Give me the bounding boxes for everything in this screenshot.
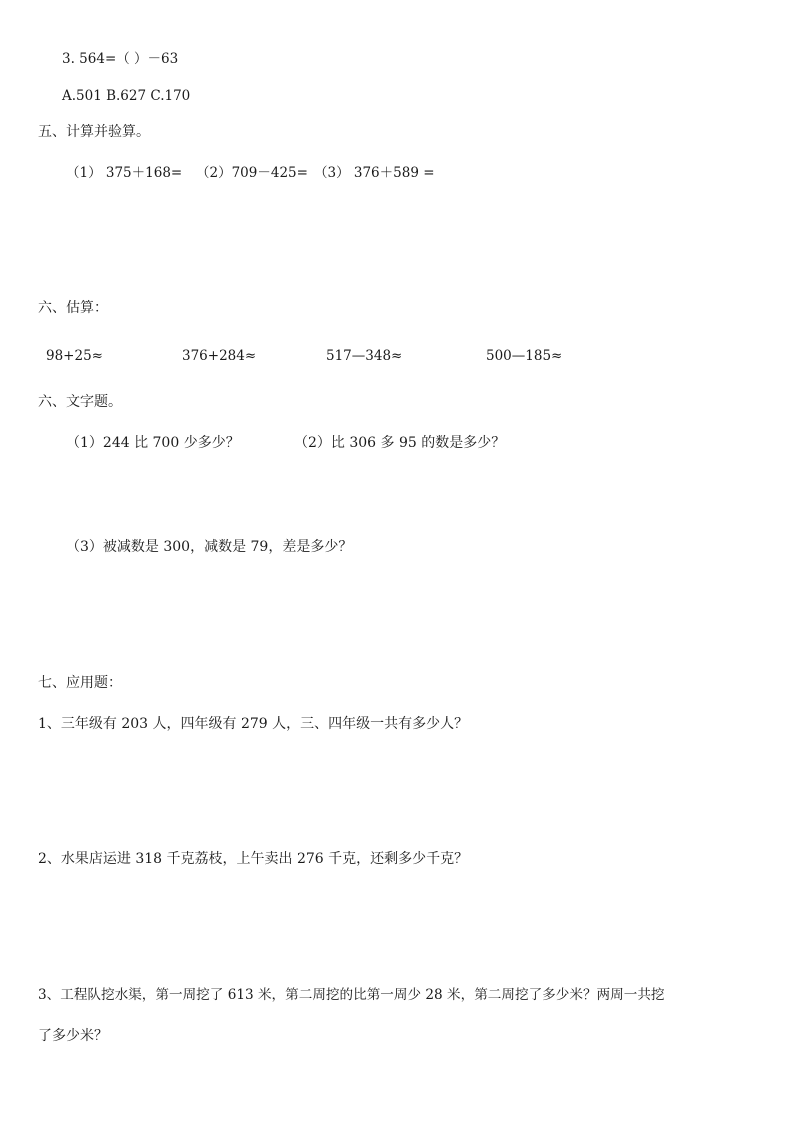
q3-options: A.501 B.627 C.170 — [62, 88, 191, 104]
word-problem-3: （3）被减数是 300，减数是 79，差是多少？ — [66, 539, 353, 555]
calc-item-1: （1） 375＋168= — [66, 165, 183, 181]
section6b-heading: 六、文字题。 — [38, 394, 122, 410]
word-problem-1: （1）244 比 700 少多少？ — [66, 435, 240, 451]
application-problem-3-line1: 3、工程队挖水渠，第一周挖了 613 米，第二周挖的比第一周少 28 米，第二周挖了多少米？两周一共挖 — [38, 987, 665, 1003]
section5-heading: 五、计算并验算。 — [38, 124, 150, 140]
estimate-item-1: 98+25≈ — [46, 348, 103, 364]
section6a-heading: 六、估算： — [38, 300, 108, 316]
q3-stem: 3. 564=（ ）－63 — [62, 51, 179, 67]
estimate-item-3: 517—348≈ — [326, 348, 403, 364]
estimate-item-4: 500—185≈ — [486, 348, 563, 364]
estimate-item-2: 376+284≈ — [182, 348, 257, 364]
application-problem-3-line2: 了多少米？ — [38, 1028, 108, 1044]
application-problem-2: 2、水果店运进 318 千克荔枝，上午卖出 276 千克，还剩多少千克？ — [38, 851, 469, 867]
word-problem-2: （2）比 306 多 95 的数是多少？ — [294, 435, 506, 451]
calc-item-3: （3） 376＋589 = — [314, 165, 435, 181]
section7-heading: 七、应用题： — [38, 675, 122, 691]
application-problem-1: 1、三年级有 203 人，四年级有 279 人，三、四年级一共有多少人？ — [38, 716, 469, 732]
calc-item-2: （2）709－425= — [196, 165, 308, 181]
